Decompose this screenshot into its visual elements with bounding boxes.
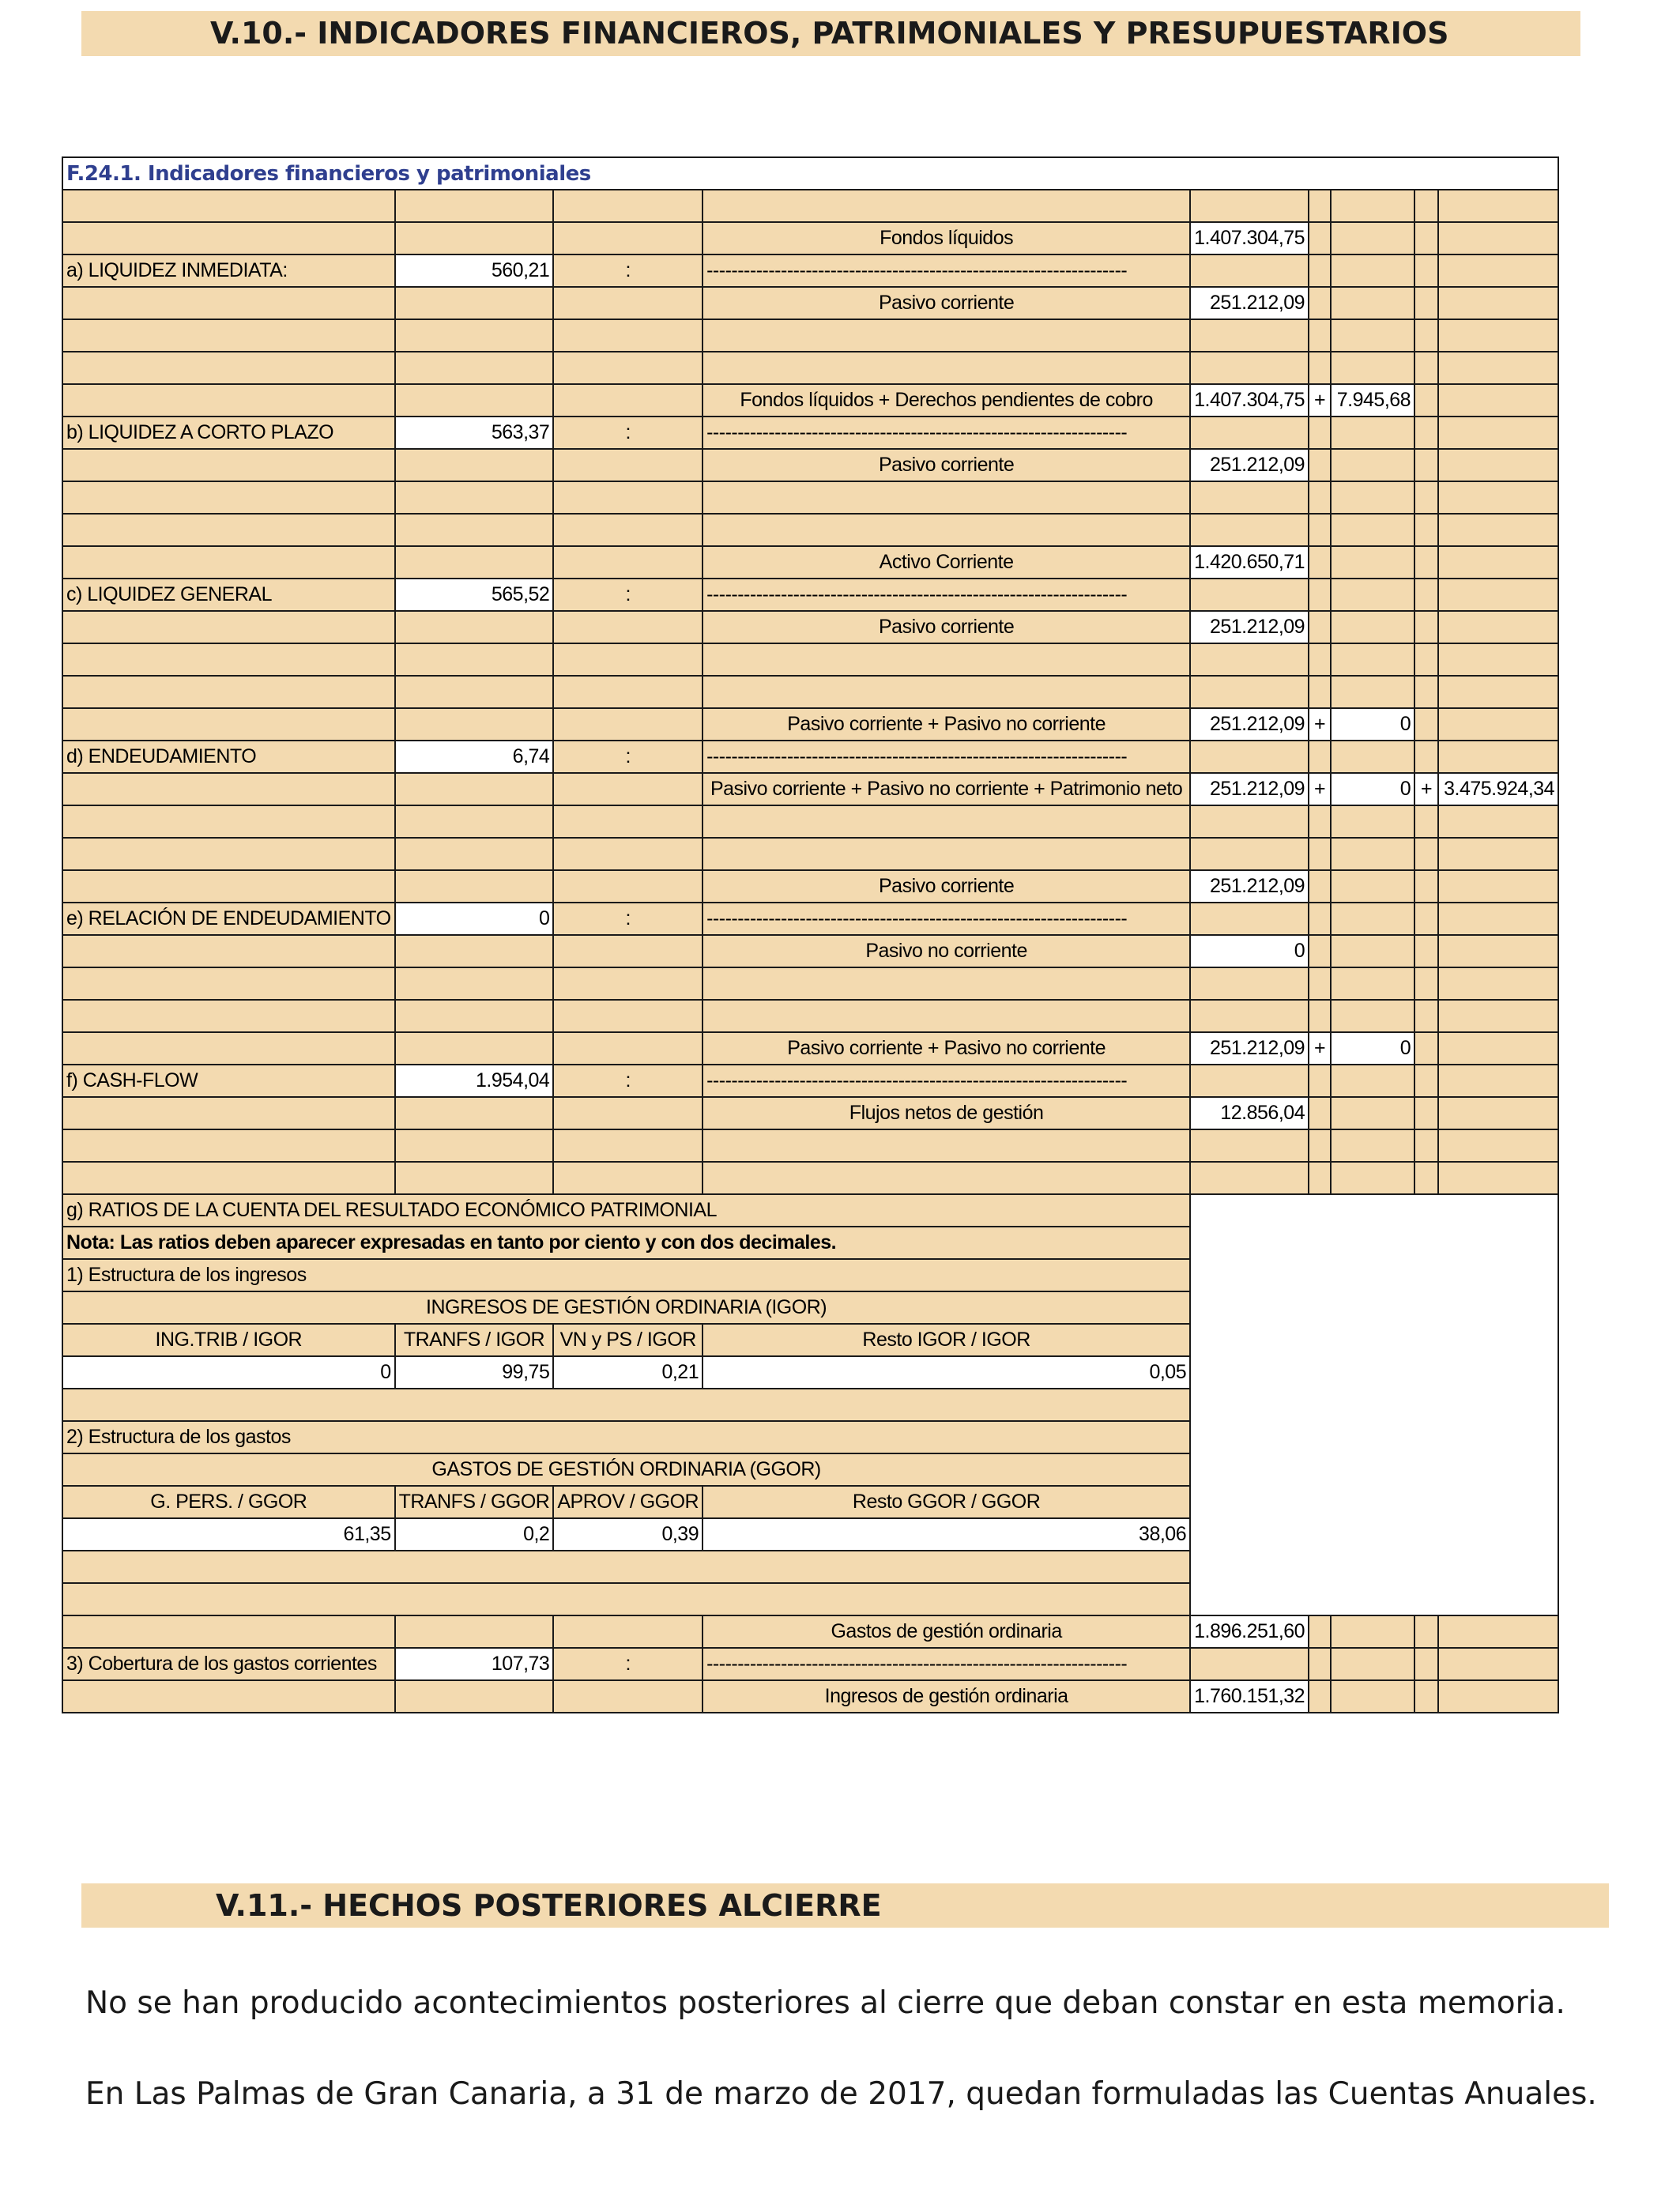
table-row	[62, 643, 1558, 676]
indicator-label: b) LIQUIDEZ A CORTO PLAZO	[62, 417, 395, 449]
table-row	[62, 481, 1558, 514]
table-row	[62, 449, 1558, 481]
colon-separator: :	[553, 741, 703, 773]
table-title: F.24.1. Indicadores financieros y patrimoniales	[62, 157, 1558, 190]
ratio-value: 0,39	[553, 1518, 703, 1551]
indicator-label: 3) Cobertura de los gastos corrientes	[62, 1648, 395, 1680]
table-row	[62, 838, 1558, 870]
numerator-label: Pasivo corriente + Pasivo no corriente	[703, 708, 1190, 741]
section-v10-title: V.10.- INDICADORES FINANCIEROS, PATRIMONIALES Y PRESUPUESTARIOS	[210, 16, 1449, 51]
colon-separator: :	[553, 1065, 703, 1097]
table-row	[62, 611, 1558, 643]
ratio-value: 61,35	[62, 1518, 395, 1551]
fraction-line: --------------------------------------------------------------------	[703, 741, 1190, 773]
numerator-value: 1.407.304,75	[1190, 222, 1309, 254]
table-row	[62, 1162, 1558, 1194]
table-row	[62, 805, 1558, 838]
numerator-value-2: 7.945,68	[1331, 384, 1414, 417]
column-header: APROV / GGOR	[553, 1486, 703, 1518]
column-header: TRANFS / IGOR	[395, 1324, 554, 1356]
indicator-label: e) RELACIÓN DE ENDEUDAMIENTO	[62, 903, 395, 935]
paragraph-no-events: No se han producido acontecimientos posteriores al cierre que deban constar en esta memoria.	[85, 1985, 1565, 2021]
denominator-value: 0	[1190, 935, 1309, 967]
numerator-label: Pasivo corriente + Pasivo no corriente	[703, 1032, 1190, 1065]
column-header: Resto IGOR / IGOR	[703, 1324, 1190, 1356]
numerator-label: Pasivo corriente	[703, 870, 1190, 903]
denominator-value-2: 0	[1331, 773, 1414, 805]
colon-separator: :	[553, 1648, 703, 1680]
denominator-label: Pasivo no corriente	[703, 935, 1190, 967]
indicator-value: 563,37	[395, 417, 554, 449]
denominator-value-3: 3.475.924,34	[1438, 773, 1558, 805]
table-row	[62, 676, 1558, 708]
numerator-value-2: 0	[1331, 708, 1414, 741]
table-row	[62, 287, 1558, 319]
section-v11-title: V.11.- HECHOS POSTERIORES ALCIERRE	[216, 1888, 882, 1923]
blank-area	[1190, 1194, 1558, 1615]
table-row	[62, 384, 1558, 417]
ratio-value: 0,2	[395, 1518, 554, 1551]
indicator-label: f) CASH-FLOW	[62, 1065, 395, 1097]
indicator-value: 1.954,04	[395, 1065, 554, 1097]
ratio-value: 0,21	[553, 1356, 703, 1389]
numerator-value-2: 0	[1331, 1032, 1414, 1065]
ratio-value: 0	[62, 1356, 395, 1389]
numerator-value-1: 251.212,09	[1190, 708, 1309, 741]
indicator-label: d) ENDEUDAMIENTO	[62, 741, 395, 773]
denominator-label: Pasivo corriente	[703, 449, 1190, 481]
table-row	[62, 773, 1558, 805]
table-row	[62, 319, 1558, 352]
column-header: ING.TRIB / IGOR	[62, 1324, 395, 1356]
table-row	[62, 352, 1558, 384]
table-row	[62, 741, 1558, 773]
column-header: VN y PS / IGOR	[553, 1324, 703, 1356]
indicator-label: a) LIQUIDEZ INMEDIATA:	[62, 254, 395, 287]
plus-sign: +	[1309, 773, 1331, 805]
denominator-label: Flujos netos de gestión	[703, 1097, 1190, 1129]
gastos-title: 2) Estructura de los gastos	[62, 1421, 1190, 1453]
denominator-value: 251.212,09	[1190, 287, 1309, 319]
ingresos-header: INGRESOS DE GESTIÓN ORDINARIA (IGOR)	[62, 1291, 1190, 1324]
table-row	[62, 190, 1558, 222]
numerator-label: Gastos de gestión ordinaria	[703, 1615, 1190, 1648]
indicator-value: 565,52	[395, 579, 554, 611]
denominator-value: 12.856,04	[1190, 1097, 1309, 1129]
table-row	[62, 935, 1558, 967]
plus-sign: +	[1309, 384, 1331, 417]
paragraph-closing-statement: En Las Palmas de Gran Canaria, a 31 de marzo de 2017, quedan formuladas las Cuentas Anuales.	[85, 2076, 1597, 2112]
table-row	[62, 514, 1558, 546]
indicator-value: 6,74	[395, 741, 554, 773]
column-header: G. PERS. / GGOR	[62, 1486, 395, 1518]
numerator-value: 251.212,09	[1190, 870, 1309, 903]
numerator-value-1: 1.407.304,75	[1190, 384, 1309, 417]
numerator-label: Activo Corriente	[703, 546, 1190, 579]
table-row	[62, 1000, 1558, 1032]
numerator-value: 1.420.650,71	[1190, 546, 1309, 579]
indicator-label: c) LIQUIDEZ GENERAL	[62, 579, 395, 611]
denominator-label: Pasivo corriente	[703, 287, 1190, 319]
section-v10-banner	[81, 11, 1580, 56]
table-row	[62, 417, 1558, 449]
fraction-line: --------------------------------------------------------------------	[703, 417, 1190, 449]
denominator-label: Pasivo corriente + Pasivo no corriente + Patrimonio neto	[703, 773, 1190, 805]
column-header: Resto GGOR / GGOR	[703, 1486, 1190, 1518]
table-row	[62, 708, 1558, 741]
fraction-line: --------------------------------------------------------------------	[703, 579, 1190, 611]
fraction-line: --------------------------------------------------------------------	[703, 254, 1190, 287]
indicator-value: 0	[395, 903, 554, 935]
table-row	[62, 1648, 1558, 1680]
table-row	[62, 1194, 1558, 1227]
denominator-label: Ingresos de gestión ordinaria	[703, 1680, 1190, 1713]
financial-indicators-table	[62, 156, 1559, 1713]
ratio-value: 0,05	[703, 1356, 1190, 1389]
denominator-label: Pasivo corriente	[703, 611, 1190, 643]
denominator-value: 251.212,09	[1190, 611, 1309, 643]
column-header: TRANFS / GGOR	[395, 1486, 554, 1518]
colon-separator: :	[553, 254, 703, 287]
table-row	[62, 870, 1558, 903]
ratio-value: 99,75	[395, 1356, 554, 1389]
colon-separator: :	[553, 579, 703, 611]
table-row	[62, 254, 1558, 287]
ratios-note: Nota: Las ratios deben aparecer expresadas en tanto por ciento y con dos decimales.	[62, 1227, 1190, 1259]
indicator-value: 107,73	[395, 1648, 554, 1680]
plus-sign: +	[1414, 773, 1438, 805]
indicator-value: 560,21	[395, 254, 554, 287]
numerator-value: 1.896.251,60	[1190, 1615, 1309, 1648]
ratio-value: 38,06	[703, 1518, 1190, 1551]
plus-sign: +	[1309, 1032, 1331, 1065]
table-row	[62, 1032, 1558, 1065]
gastos-header: GASTOS DE GESTIÓN ORDINARIA (GGOR)	[62, 1453, 1190, 1486]
section-v11-banner	[81, 1883, 1609, 1928]
fraction-line: --------------------------------------------------------------------	[703, 1648, 1190, 1680]
numerator-label: Fondos líquidos	[703, 222, 1190, 254]
plus-sign: +	[1309, 708, 1331, 741]
table-row	[62, 903, 1558, 935]
colon-separator: :	[553, 903, 703, 935]
fraction-line: --------------------------------------------------------------------	[703, 903, 1190, 935]
denominator-value: 251.212,09	[1190, 449, 1309, 481]
numerator-value-1: 251.212,09	[1190, 1032, 1309, 1065]
table-row	[62, 1615, 1558, 1648]
table-row	[62, 1680, 1558, 1713]
numerator-label: Fondos líquidos + Derechos pendientes de cobro	[703, 384, 1190, 417]
ingresos-title: 1) Estructura de los ingresos	[62, 1259, 1190, 1291]
denominator-value: 1.760.151,32	[1190, 1680, 1309, 1713]
ratios-title: g) RATIOS DE LA CUENTA DEL RESULTADO ECONÓMICO PATRIMONIAL	[62, 1194, 1190, 1227]
table-row	[62, 1065, 1558, 1097]
table-row	[62, 222, 1558, 254]
table-row	[62, 967, 1558, 1000]
table-row	[62, 1097, 1558, 1129]
table-row	[62, 1129, 1558, 1162]
colon-separator: :	[553, 417, 703, 449]
table-row	[62, 579, 1558, 611]
denominator-value-1: 251.212,09	[1190, 773, 1309, 805]
table-row	[62, 546, 1558, 579]
fraction-line: --------------------------------------------------------------------	[703, 1065, 1190, 1097]
